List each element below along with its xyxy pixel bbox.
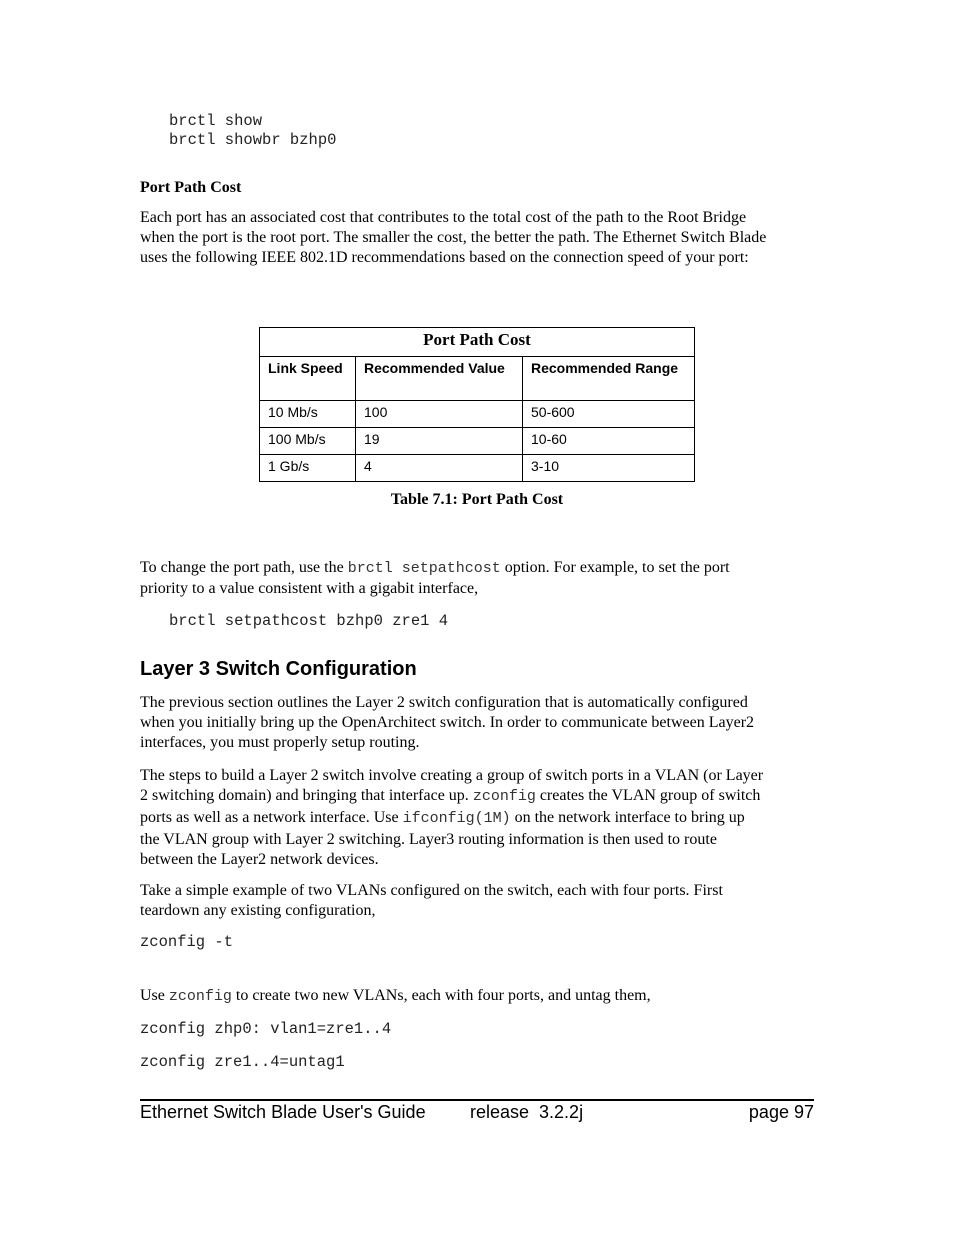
column-header-recommended-value: Recommended Value (356, 357, 523, 401)
code-line-zconfig-t: zconfig -t (140, 933, 234, 951)
paragraph-line: The steps to build a Layer 2 switch involve creating a group of switch ports in a VLAN (or Layer (140, 767, 764, 784)
paragraph-line: when you initially bring up the OpenArchitect switch. In order to communicate between Layer2 (140, 714, 755, 731)
text-span: on the network interface to bring up (510, 809, 745, 826)
table-cell: 10-60 (523, 428, 695, 455)
paragraph-line: Each port has an associated cost that contributes to the total cost of the path to the Root Bridge (140, 209, 747, 226)
text-span: ports as well as a network interface. Use (140, 809, 403, 826)
code-line-setpathcost: brctl setpathcost bzhp0 zre1 4 (169, 612, 449, 630)
table-cell: 100 Mb/s (260, 428, 356, 455)
table-cell: 3-10 (523, 455, 695, 482)
change-path-paragraph (140, 558, 830, 599)
paragraph-line: Take a simple example of two VLANs configured on the switch, each with four ports. First (140, 882, 723, 899)
code-line-zconfig-untag: zconfig zre1..4=untag1 (140, 1053, 345, 1071)
paragraph-line: the VLAN group with Layer 2 switching. Layer3 routing information is then used to route (140, 831, 717, 848)
column-header-link-speed: Link Speed (260, 357, 356, 401)
text-span: To change the port path, use the (140, 559, 348, 576)
layer3-heading: Layer 3 Switch Configuration (140, 658, 417, 680)
inline-code: zconfig (472, 788, 536, 805)
inline-code: ifconfig(1M) (402, 810, 511, 827)
paragraph-line: The previous section outlines the Layer 2 switch configuration that is automatically configured (140, 694, 748, 711)
table-cell: 4 (356, 455, 523, 482)
table-row (260, 401, 695, 428)
port-path-cost-paragraph (140, 208, 830, 268)
layer3-paragraph-1 (140, 693, 830, 753)
paragraph-line: between the Layer2 network devices. (140, 851, 379, 868)
footer-release: release 3.2.2j (470, 1102, 584, 1122)
table-title: Port Path Cost (260, 328, 695, 357)
inline-code: zconfig (168, 988, 232, 1005)
footer-page-number: page 97 (748, 1102, 814, 1122)
footer-title: Ethernet Switch Blade User's Guide (140, 1102, 426, 1122)
table-cell: 10 Mb/s (260, 401, 356, 428)
table-cell: 100 (356, 401, 523, 428)
table-cell: 19 (356, 428, 523, 455)
layer3-paragraph-4 (140, 986, 830, 1007)
paragraph-line: teardown any existing configuration, (140, 902, 376, 919)
table-cell: 1 Gb/s (260, 455, 356, 482)
code-line-brctl-showbr: brctl showbr bzhp0 (169, 131, 337, 149)
text-span: 2 switching domain) and bringing that interface up. (140, 787, 473, 804)
column-header-recommended-range: Recommended Range (523, 357, 695, 401)
text-span: creates the VLAN group of switch (535, 787, 761, 804)
port-path-cost-heading: Port Path Cost (140, 179, 242, 196)
paragraph-line: when the port is the root port. The smaller the cost, the better the path. The Ethernet Switch Blade (140, 229, 767, 246)
text-span: to create two new VLANs, each with four ports, and untag them, (231, 987, 651, 1004)
paragraph-line: priority to a value consistent with a gigabit interface, (140, 580, 479, 597)
paragraph-line: interfaces, you must properly setup routing. (140, 734, 420, 751)
table-row (260, 428, 695, 455)
code-line-zconfig-vlan: zconfig zhp0: vlan1=zre1..4 (140, 1020, 392, 1038)
code-line-brctl-show: brctl show (169, 112, 263, 130)
layer3-paragraph-3 (140, 881, 830, 921)
inline-code: brctl setpathcost (347, 560, 501, 577)
port-path-cost-table (259, 327, 695, 482)
footer-divider (140, 1099, 814, 1101)
paragraph-line: uses the following IEEE 802.1D recommendations based on the connection speed of your port: (140, 249, 749, 266)
table-cell: 50-600 (523, 401, 695, 428)
table-caption: Table 7.1: Port Path Cost (390, 491, 564, 508)
text-span: option. For example, to set the port (500, 559, 730, 576)
layer3-paragraph-2 (140, 766, 830, 870)
table-row (260, 455, 695, 482)
text-span: Use (140, 987, 169, 1004)
